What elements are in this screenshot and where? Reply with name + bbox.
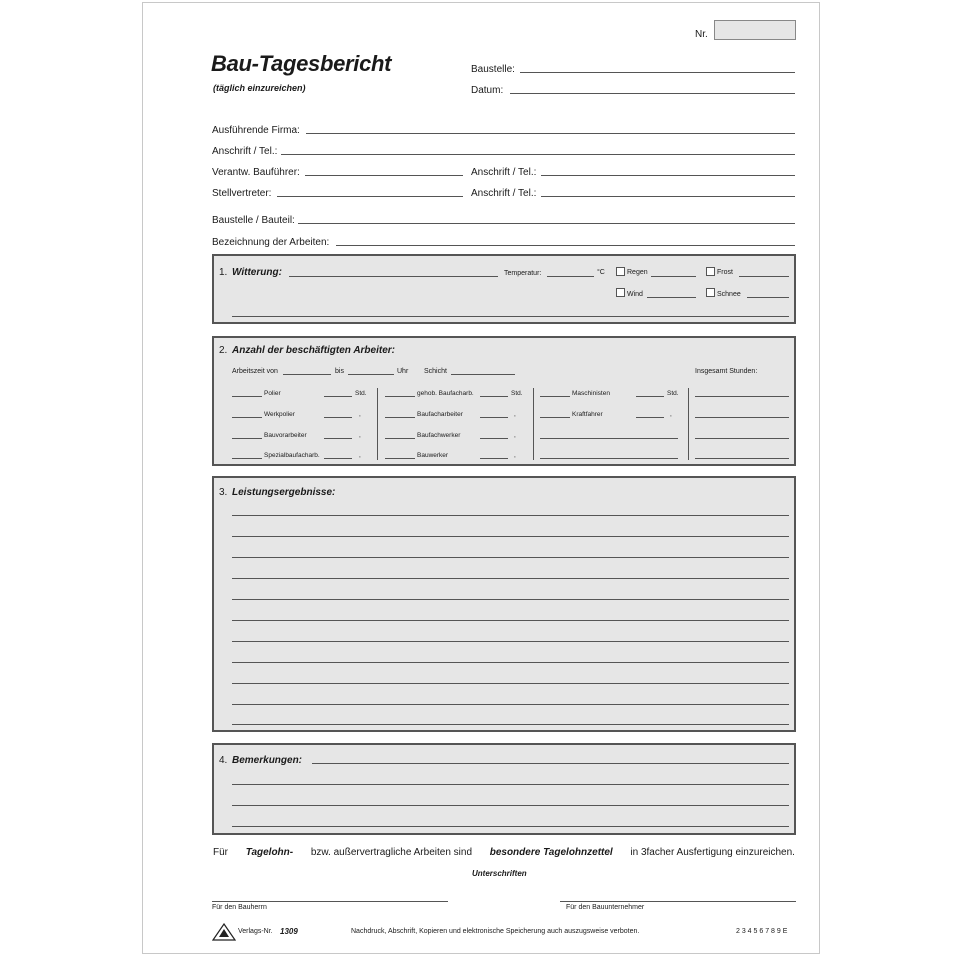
regen-field[interactable] [651,276,696,277]
leistung-line[interactable] [232,662,789,663]
copyright-notice: Nachdruck, Abschrift, Kopieren und elektronische Speicherung auch auszugsweise verboten. [351,928,640,935]
insgesamt-label: Insgesamt Stunden: [695,368,758,375]
insgesamt-line[interactable] [695,417,789,418]
uhr-label: Uhr [397,368,409,375]
temperatur-label: Temperatur: [504,270,542,277]
anschrift2-field[interactable] [541,175,795,176]
signature-bauunternehmer-line[interactable] [560,901,796,902]
baufachwerker-label: Baufachwerker [417,432,461,439]
datum-label: Datum: [471,85,504,96]
form-page [142,2,820,954]
note-bold-1: Tagelohn- [245,847,294,858]
column-divider [533,388,534,460]
werkpolier-std[interactable] [324,417,352,418]
spezialbaufacharb-std[interactable] [324,458,352,459]
comma: , [514,411,516,418]
leistung-line[interactable] [232,557,789,558]
bauherr-label: Für den Bauherrn [212,904,267,911]
col3-extra-line[interactable] [540,458,678,459]
stellvertreter-label: Stellvertreter: [212,188,272,199]
unterschriften-label: Unterschriften [472,869,527,878]
sec4-number: 4. [219,755,228,766]
page-title: Bau-Tagesbericht [211,51,392,76]
bemerkung-line[interactable] [232,805,789,806]
maschinisten-label: Maschinisten [572,390,610,397]
sec3-title: Leistungsergebnisse: [232,487,336,498]
note-mid: bzw. außervertragliche Arbeiten sind [310,847,473,858]
note-pre: Für [213,847,228,858]
witterung-extra-line[interactable] [232,316,789,317]
polier-std[interactable] [324,396,352,397]
section-arbeiter [212,336,796,466]
section-leistungsergebnisse [212,476,796,732]
column-divider [377,388,378,460]
sec1-number: 1. [219,267,228,278]
sec2-number: 2. [219,345,228,356]
wind-label: Wind [627,291,643,298]
signature-bauherr-line[interactable] [212,901,448,902]
baufachwerker-std[interactable] [480,438,508,439]
bis-label: bis [335,368,344,375]
baufacharbeiter-label: Baufacharbeiter [417,411,463,418]
std-label: Std. [355,390,367,397]
gehob-label: gehob. Baufacharb. [417,390,474,397]
insgesamt-line[interactable] [695,458,789,459]
schnee-label: Schnee [717,291,741,298]
std-label: Std. [667,390,679,397]
leistung-line[interactable] [232,515,789,516]
arbeitszeit-label: Arbeitszeit von [232,368,278,375]
bauwerker-label: Bauwerker [417,452,449,459]
gehob-count[interactable] [385,396,415,397]
insgesamt-line[interactable] [695,438,789,439]
leistung-line[interactable] [232,641,789,642]
comma: , [359,411,361,418]
col3-extra-line[interactable] [540,438,678,439]
regen-checkbox[interactable] [616,267,625,276]
bezeichnung-label: Bezeichnung der Arbeiten: [212,237,330,248]
baustelle-label: Baustelle: [471,64,515,75]
polier-count[interactable] [232,396,262,397]
bauvorarbeiter-std[interactable] [324,438,352,439]
celsius-unit: °C [597,269,605,276]
std-label: Std. [511,390,523,397]
spezialbaufacharb-count[interactable] [232,458,262,459]
kraftfahrer-count[interactable] [540,417,570,418]
bauwerker-std[interactable] [480,458,508,459]
note-bold-2: besondere Tagelohnzettel [489,847,613,858]
regen-label: Regen [627,269,648,276]
section-bemerkungen [212,743,796,835]
publisher-logo-icon [212,923,236,941]
kraftfahrer-std[interactable] [636,417,664,418]
baufacharbeiter-count[interactable] [385,417,415,418]
firma-field[interactable] [306,133,795,134]
insgesamt-line[interactable] [695,396,789,397]
nr-label: Nr. [695,29,708,40]
polier-label: Polier [264,390,281,397]
datum-field[interactable] [510,93,795,94]
print-code: 2 3 4 5 6 7 8 9 E [736,928,788,935]
anschrift-field[interactable] [281,154,795,155]
note-post: in 3facher Ausfertigung einzureichen. [630,847,795,858]
leistung-line[interactable] [232,724,789,725]
section-witterung [212,254,796,324]
frost-label: Frost [717,269,733,276]
column-divider [688,388,689,460]
werkpolier-label: Werkpolier [264,411,295,418]
leistung-line[interactable] [232,683,789,684]
maschinisten-std[interactable] [636,396,664,397]
comma: , [359,452,361,459]
bemerkung-line[interactable] [232,826,789,827]
gehob-std[interactable] [480,396,508,397]
baufuehrer-label: Verantw. Bauführer: [212,167,300,178]
schnee-field[interactable] [747,297,789,298]
comma: , [514,432,516,439]
bezeichnung-field[interactable] [336,245,795,246]
witterung-field[interactable] [289,276,498,277]
leistung-line[interactable] [232,599,789,600]
bauvorarbeiter-label: Bauvorarbeiter [264,432,307,439]
stellvertreter-field[interactable] [277,196,463,197]
footer-note [213,847,795,858]
sec3-number: 3. [219,487,228,498]
anschrift3-label: Anschrift / Tel.: [471,188,537,199]
comma: , [359,432,361,439]
leistung-line[interactable] [232,578,789,579]
anschrift-label: Anschrift / Tel.: [212,146,278,157]
bauteil-field[interactable] [298,223,795,224]
leistung-line[interactable] [232,704,789,705]
sec4-title: Bemerkungen: [232,755,303,766]
bemerkung-line[interactable] [312,763,789,764]
sec1-title: Witterung: [232,267,282,278]
sec2-title: Anzahl der beschäftigten Arbeiter: [232,345,395,356]
nr-field[interactable] [714,20,796,40]
bemerkung-line[interactable] [232,784,789,785]
bauteil-label: Baustelle / Bauteil: [212,215,295,226]
comma: , [514,452,516,459]
werkpolier-count[interactable] [232,417,262,418]
leistung-line[interactable] [232,536,789,537]
comma: , [670,411,672,418]
verlag-label: Verlags-Nr. [238,928,273,935]
baufacharbeiter-std[interactable] [480,417,508,418]
leistung-line[interactable] [232,620,789,621]
maschinisten-count[interactable] [540,396,570,397]
schnee-checkbox[interactable] [706,288,715,297]
frost-checkbox[interactable] [706,267,715,276]
temperatur-field[interactable] [547,276,594,277]
kraftfahrer-label: Kraftfahrer [572,411,603,418]
baufachwerker-count[interactable] [385,438,415,439]
anschrift3-field[interactable] [541,196,795,197]
schicht-field[interactable] [451,374,515,375]
firma-label: Ausführende Firma: [212,125,300,136]
baufuehrer-field[interactable] [305,175,463,176]
arbeitszeit-bis-field[interactable] [348,374,394,375]
wind-field[interactable] [647,297,696,298]
baustelle-field[interactable] [520,72,795,73]
bauwerker-count[interactable] [385,458,415,459]
wind-checkbox[interactable] [616,288,625,297]
verlag-number: 1309 [280,927,298,936]
anschrift2-label: Anschrift / Tel.: [471,167,537,178]
arbeitszeit-von-field[interactable] [283,374,331,375]
bauvorarbeiter-count[interactable] [232,438,262,439]
page-subtitle: (täglich einzureichen) [213,83,306,93]
spezialbaufacharb-label: Spezialbaufacharb. [264,452,320,459]
bauunternehmer-label: Für den Bauunternehmer [566,904,645,911]
schicht-label: Schicht [424,368,447,375]
frost-field[interactable] [739,276,789,277]
